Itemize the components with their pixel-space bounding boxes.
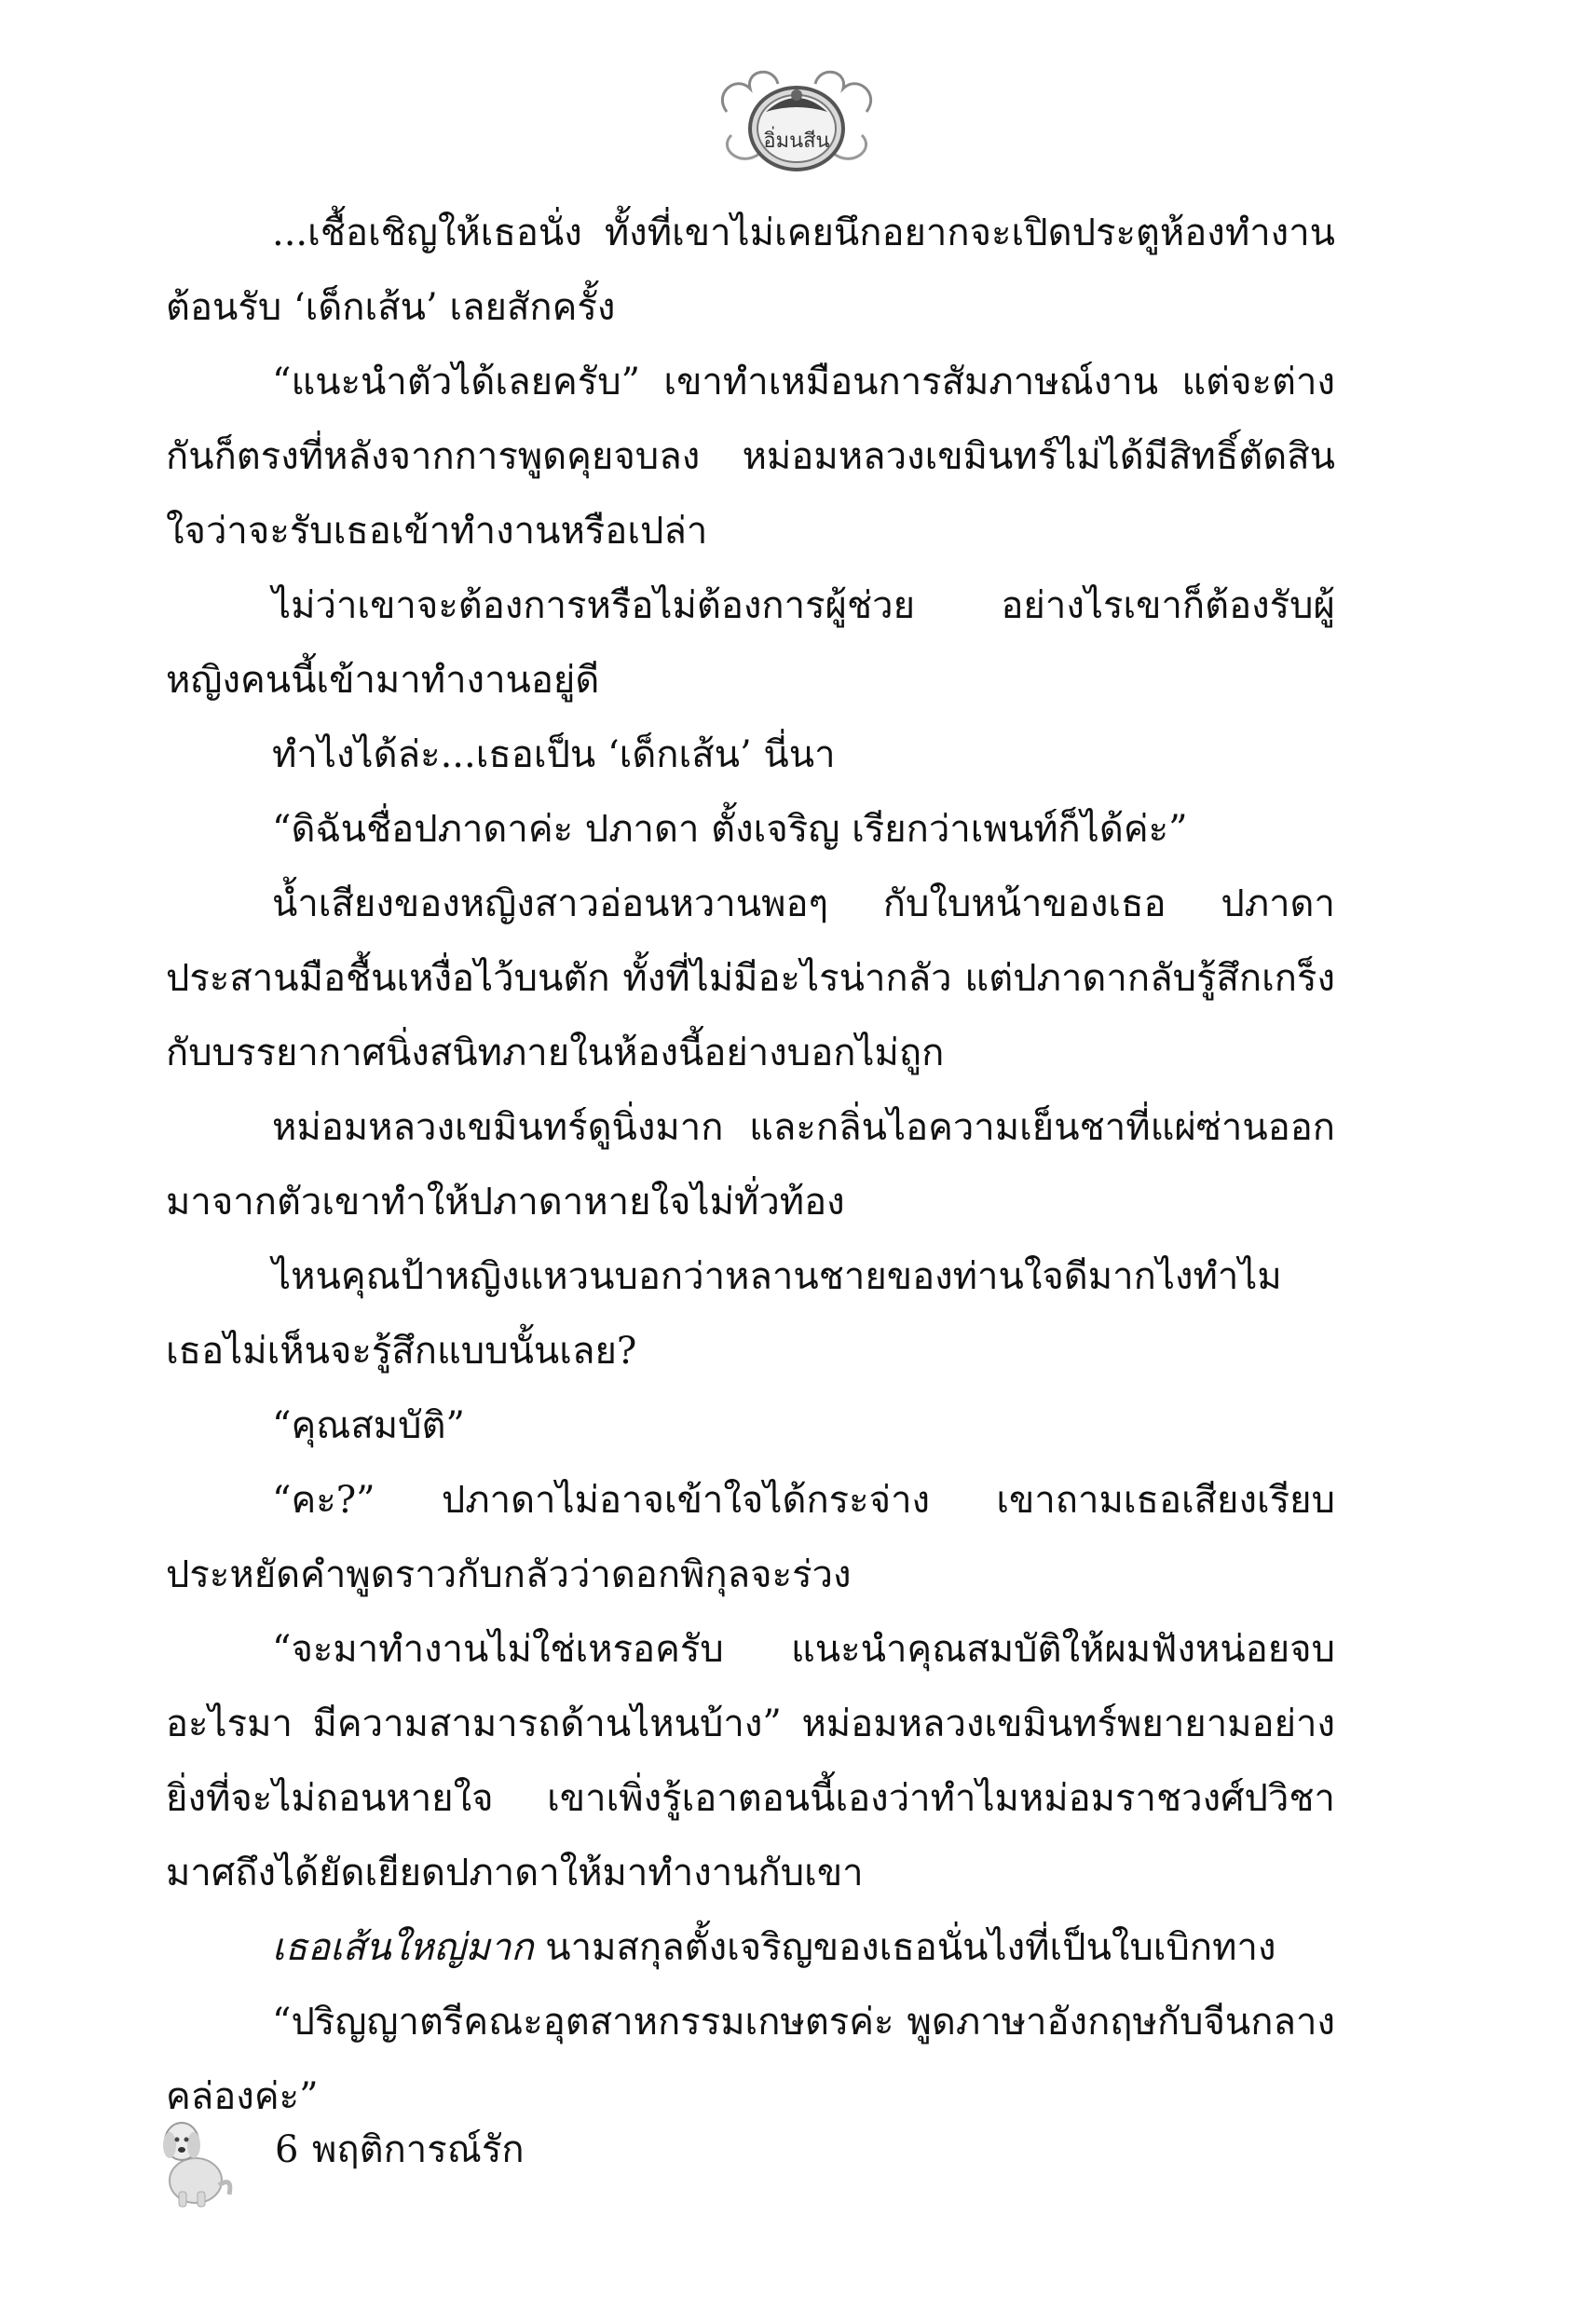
paragraph-9: “คุณสมบัติ” (272, 1404, 465, 1447)
italic-phrase: เธอเส้นใหญ่มาก (272, 1926, 534, 1969)
paragraph-5: “ดิฉันชื่อปภาดาค่ะ ปภาดา ตั้งเจริญ เรียกว่าเพนท์ก็ได้ค่ะ” (272, 808, 1188, 851)
publisher-crest-icon (708, 56, 885, 186)
paragraph-1: ...เชื้อเชิญให้เธอนั่ง ทั้งที่เขาไม่เคยนึกอยากจะเปิดประตูห้องทำงานต้อนรับ ‘เด็กเส้น’ เลยสักครั้ง (166, 212, 1335, 329)
golden-retriever-dog-icon (140, 2106, 242, 2208)
logo-text: อิ่มนสีน (763, 130, 830, 153)
paragraph-8: ไหนคุณป้าหญิงแหวนบอกว่าหลานชายของท่านใจดีมากไงทำไมเธอไม่เห็นจะรู้สึกแบบนั้นเลย? (166, 1255, 1282, 1373)
paragraph-6: น้ำเสียงของหญิงสาวอ่อนหวานพอๆ กับใบหน้าของเธอ ปภาดาประสานมือชื้นเหงื่อไว้บนตัก ทั้งที่ไม่มีอะไรน่ากลัว แต่ปภาดากลับรู้สึกเกร็งกับบรรยากาศนิ่งสนิทภายในห้องนี้อย่างบอกไม่ถูก (166, 882, 1335, 1074)
paragraph-11: “จะมาทำงานไม่ใช่เหรอครับ แนะนำคุณสมบัติให้ผมฟังหน่อยจบอะไรมา มีความสามารถด้านไหนบ้าง” หม่อมหลวงเขมินทร์พยายามอย่างยิ่งที่จะไม่ถอนหายใจ เขาเพิ่งรู้เอาตอนนี้เองว่าทำไมหม่อมราชวงศ์ปวิชามาศถึงได้ยัดเยียดปภาดาให้มาทำงานกับเขา (166, 1628, 1335, 1894)
page-number: 6 (275, 2128, 299, 2171)
paragraph-12-text: นามสกุลตั้งเจริญของเธอนั่นไงที่เป็นใบเบิกทาง (533, 1926, 1276, 1969)
publisher-logo (708, 56, 885, 186)
page-footer (140, 2106, 624, 2208)
paragraph-10: “คะ?” ปภาดาไม่อาจเข้าใจได้กระจ่าง เขาถามเธอเสียงเรียบประหยัดคำพูดราวกับกลัวว่าดอกพิกุลจะร่วง (166, 1479, 1335, 1596)
paragraph-3: ไม่ว่าเขาจะต้องการหรือไม่ต้องการผู้ช่วย อย่างไรเขาก็ต้องรับผู้หญิงคนนี้เข้ามาทำงานอยู่ดี (166, 584, 1335, 702)
book-title: พฤติการณ์รัก (312, 2128, 525, 2171)
paragraph-13: “ปริญญาตรีคณะอุตสาหกรรมเกษตรค่ะ พูดภาษาอังกฤษกับจีนกลางคล่องค่ะ” (166, 2001, 1335, 2118)
paragraph-12 (166, 1910, 1335, 1985)
paragraph-4: ทำไงได้ล่ะ...เธอเป็น ‘เด็กเส้น’ นี่นา (272, 733, 836, 776)
page-body (166, 196, 1335, 2134)
paragraph-2: “แนะนำตัวได้เลยครับ” เขาทำเหมือนการสัมภาษณ์งาน แต่จะต่างกันก็ตรงที่หลังจากการพูดคุยจบลง หม่อมหลวงเขมินทร์ไม่ได้มีสิทธิ์ตัดสินใจว่าจะรับเธอเข้าทำงานหรือเปล่า (166, 361, 1335, 553)
paragraph-7: หม่อมหลวงเขมินทร์ดูนิ่งมาก และกลิ่นไอความเย็นชาที่แผ่ซ่านออกมาจากตัวเขาทำให้ปภาดาหายใจไม่ทั่วท้อง (166, 1106, 1335, 1224)
